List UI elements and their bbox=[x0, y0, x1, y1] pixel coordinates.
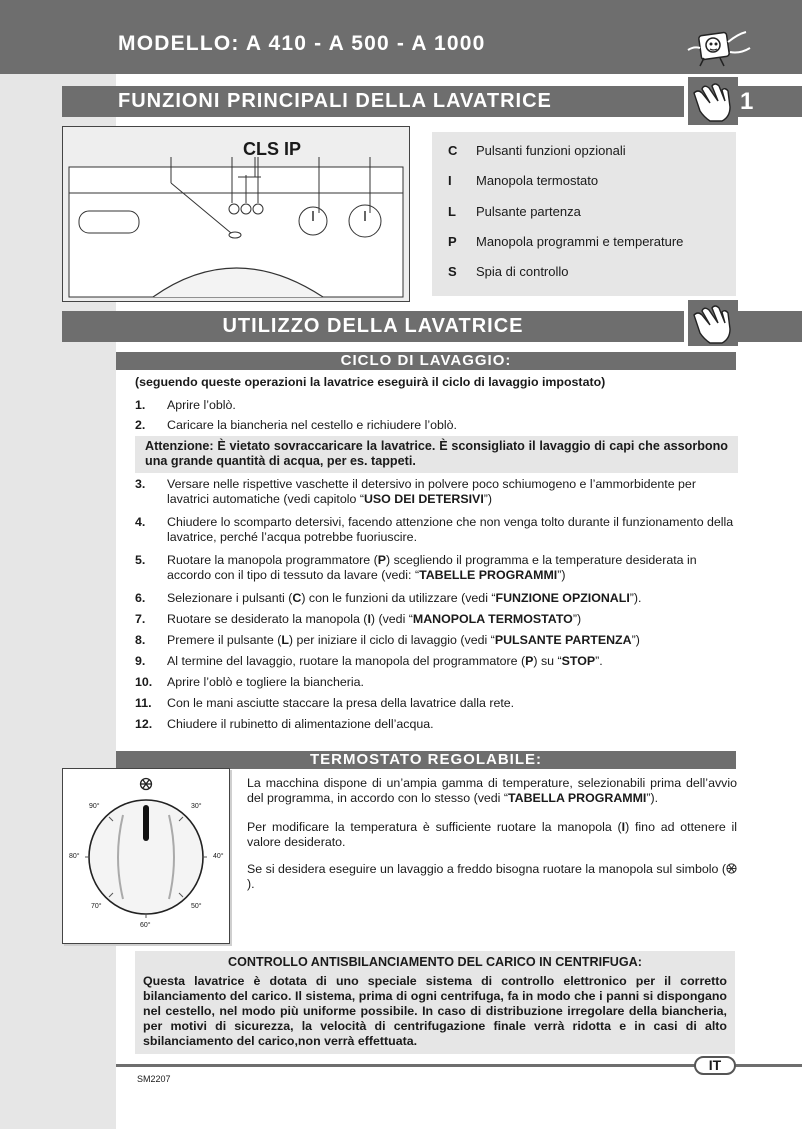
step-text: Versare nelle rispettive vaschette il detersivo in polvere poco schiumogeno e l’ammorbidente per lavatrici automatiche (vedi capitolo “ bbox=[167, 477, 696, 506]
step-text: ”) bbox=[483, 492, 493, 506]
legend-row bbox=[448, 234, 683, 250]
step-text: Premere il pulsante ( bbox=[167, 633, 282, 647]
section-usage-bar-end bbox=[738, 311, 802, 342]
step-number: 7. bbox=[135, 612, 146, 626]
paragraph-text: ”). bbox=[646, 791, 659, 805]
step-number: 6. bbox=[135, 591, 146, 605]
washing-machine-mascot-icon bbox=[680, 24, 760, 68]
step-number: 9. bbox=[135, 654, 146, 668]
legend-key: C bbox=[448, 143, 458, 158]
step-number: 8. bbox=[135, 633, 146, 647]
step-key-letter: I bbox=[367, 612, 371, 626]
legend-key: L bbox=[448, 204, 456, 219]
step-item bbox=[135, 612, 738, 627]
balance-control-box bbox=[135, 951, 735, 1054]
model-title: MODELLO: A 410 - A 500 - A 1000 bbox=[118, 32, 486, 55]
step-item bbox=[135, 675, 738, 690]
wash-cycle-intro: (seguendo queste operazioni la lavatrice eseguirà il ciclo di lavaggio impostato) bbox=[135, 375, 606, 389]
document-code: SM2207 bbox=[137, 1074, 171, 1084]
step-key-letter: P bbox=[377, 553, 387, 567]
step-text: Aprire l’oblò. bbox=[167, 398, 236, 412]
dial-label-70: 70° bbox=[91, 903, 102, 910]
legend-text: Manopola termostato bbox=[476, 173, 599, 188]
thermostat-paragraph-3 bbox=[247, 862, 737, 892]
legend-text: Spia di controllo bbox=[476, 264, 569, 279]
language-badge: IT bbox=[694, 1056, 736, 1075]
step-text: Chiudere lo scomparto detersivi, facendo attenzione che non venga tolto durante il funzionamento della lavatrice, perché l’acqua potrebbe fuoriuscire. bbox=[167, 515, 734, 544]
step-item bbox=[135, 591, 738, 606]
step-item bbox=[135, 515, 738, 545]
hand-icon bbox=[688, 300, 738, 346]
step-text: Ruotare se desiderato la manopola ( bbox=[167, 612, 368, 626]
step-reference: STOP bbox=[561, 654, 596, 668]
legend-text: Pulsanti funzioni opzionali bbox=[476, 143, 626, 158]
dial-label-50: 50° bbox=[191, 903, 202, 910]
thermostat-paragraph-2 bbox=[247, 820, 737, 850]
step-text: ) per iniziare il ciclo di lavaggio (vedi “ bbox=[288, 633, 495, 647]
paragraph-text: ) fino ad ottenere il valore desiderato. bbox=[247, 820, 737, 849]
snowflake-icon bbox=[726, 863, 737, 874]
legend-key: P bbox=[448, 234, 457, 249]
step-text: Ruotare la manopola programmatore ( bbox=[167, 553, 378, 567]
step-text: ”) bbox=[631, 633, 640, 647]
diagram-label: CLS IP bbox=[243, 139, 302, 159]
overload-warning: Attenzione: È vietato sovraccaricare la lavatrice. È sconsigliato il lavaggio di capi che assorbono una grande quantità di acqua, per es. tappeti. bbox=[135, 436, 738, 473]
step-text: ) (vedi “ bbox=[370, 612, 413, 626]
step-text: Al termine del lavaggio, ruotare la manopola del programmatore ( bbox=[167, 654, 526, 668]
legend-text: Pulsante partenza bbox=[476, 204, 581, 219]
legend-row bbox=[448, 264, 569, 280]
section-main-functions-title: FUNZIONI PRINCIPALI DELLA LAVATRICE bbox=[62, 86, 684, 117]
step-number: 4. bbox=[135, 515, 146, 529]
step-text: ”). bbox=[629, 591, 642, 605]
step-text: Con le mani asciutte staccare la presa della lavatrice dalla rete. bbox=[167, 696, 515, 710]
step-item bbox=[135, 717, 738, 732]
paragraph-text: Se si desidera eseguire un lavaggio a freddo bisogna ruotare la manopola sul simbolo ( bbox=[247, 862, 726, 876]
step-text: ) con le funzioni da utilizzare (vedi “ bbox=[301, 591, 496, 605]
step-item bbox=[135, 633, 738, 648]
balance-control-title: CONTROLLO ANTISBILANCIAMENTO DEL CARICO IN CENTRIFUGA: bbox=[228, 955, 642, 969]
step-reference: USO DEI DETERSIVI bbox=[363, 492, 484, 506]
legend-box bbox=[432, 132, 736, 296]
paragraph-text: ). bbox=[247, 877, 255, 891]
dial-label-90: 90° bbox=[89, 803, 100, 810]
step-text: ”) bbox=[557, 568, 566, 582]
step-number: 2. bbox=[135, 418, 146, 432]
step-text: ”) bbox=[572, 612, 582, 626]
step-item bbox=[135, 477, 738, 507]
thermostat-title: TERMOSTATO REGOLABILE: bbox=[116, 751, 736, 769]
step-reference: TABELLE PROGRAMMI bbox=[419, 568, 558, 582]
step-item bbox=[135, 418, 738, 433]
step-text: ”. bbox=[595, 654, 603, 668]
chapter-number: 1 bbox=[738, 86, 802, 117]
step-number: 3. bbox=[135, 477, 146, 491]
step-key-letter: C bbox=[292, 591, 302, 605]
step-number: 10. bbox=[135, 675, 153, 689]
paragraph-reference: TABELLA PROGRAMMI bbox=[508, 791, 647, 805]
legend-row bbox=[448, 173, 598, 189]
step-reference: MANOPOLA TERMOSTATO bbox=[412, 612, 573, 626]
step-text: Selezionare i pulsanti ( bbox=[167, 591, 293, 605]
legend-row bbox=[448, 204, 581, 220]
step-item bbox=[135, 696, 738, 711]
step-text: ) su “ bbox=[533, 654, 562, 668]
step-text: Caricare la biancheria nel cestello e richiudere l’oblò. bbox=[167, 418, 457, 432]
step-number: 11. bbox=[135, 696, 152, 710]
snowflake-icon bbox=[141, 779, 152, 790]
paragraph-key-letter: I bbox=[621, 820, 626, 834]
wash-cycle-title: CICLO DI LAVAGGIO: bbox=[116, 352, 736, 370]
legend-text: Manopola programmi e temperature bbox=[476, 234, 684, 249]
legend-key: I bbox=[448, 173, 452, 188]
step-number: 12. bbox=[135, 717, 153, 731]
legend-key: S bbox=[448, 264, 457, 279]
step-key-letter: P bbox=[525, 654, 534, 668]
legend-row bbox=[448, 143, 626, 159]
dial-label-30: 30° bbox=[191, 803, 202, 810]
control-panel-diagram bbox=[62, 126, 410, 302]
paragraph-text: Per modificare la temperatura è sufficiente ruotare la manopola ( bbox=[247, 820, 622, 834]
step-number: 1. bbox=[135, 398, 146, 412]
dial-label-60: 60° bbox=[140, 922, 151, 929]
step-text: ) scegliendo il programma e la temperature desiderata in accordo con il tipo di tessuto da lavare (vedi: “ bbox=[167, 553, 697, 582]
step-item bbox=[135, 398, 738, 413]
hand-icon bbox=[688, 77, 738, 125]
dial-label-80: 80° bbox=[69, 853, 80, 860]
step-text: Aprire l’oblò e togliere la biancheria. bbox=[167, 675, 364, 689]
paragraph-text: La macchina dispone di un’ampia gamma di temperature, selezionabili prima dell’avvio del programma, in accordo con lo stesso (vedi “ bbox=[247, 776, 737, 805]
step-reference: PULSANTE PARTENZA bbox=[494, 633, 632, 647]
section-usage-title: UTILIZZO DELLA LAVATRICE bbox=[62, 311, 684, 342]
step-reference: FUNZIONE OPZIONALI bbox=[495, 591, 630, 605]
step-key-letter: L bbox=[281, 633, 289, 647]
step-item bbox=[135, 553, 738, 583]
step-number: 5. bbox=[135, 553, 146, 567]
thermostat-dial-figure bbox=[62, 768, 230, 944]
dial-label-40: 40° bbox=[213, 853, 224, 860]
thermostat-paragraph-1 bbox=[247, 776, 737, 806]
step-item bbox=[135, 654, 738, 669]
step-text: Chiudere il rubinetto di alimentazione dell’acqua. bbox=[167, 717, 434, 731]
balance-control-text: Questa lavatrice è dotata di uno speciale sistema di controllo elettronico per il corretto bilanciamento del carico. Il sistema, prima di ogni centrifuga, fa in modo che i panni si dispongano nel cestello, nel modo più uniforme possibile. In caso di distribuzione irregolare della biancheria, per motivi di sicurezza, la velocità di centrifugazione finale verrà ridotta e in casi di alto sbilanciamento del carico,non verrà effettuata. bbox=[143, 974, 727, 1048]
